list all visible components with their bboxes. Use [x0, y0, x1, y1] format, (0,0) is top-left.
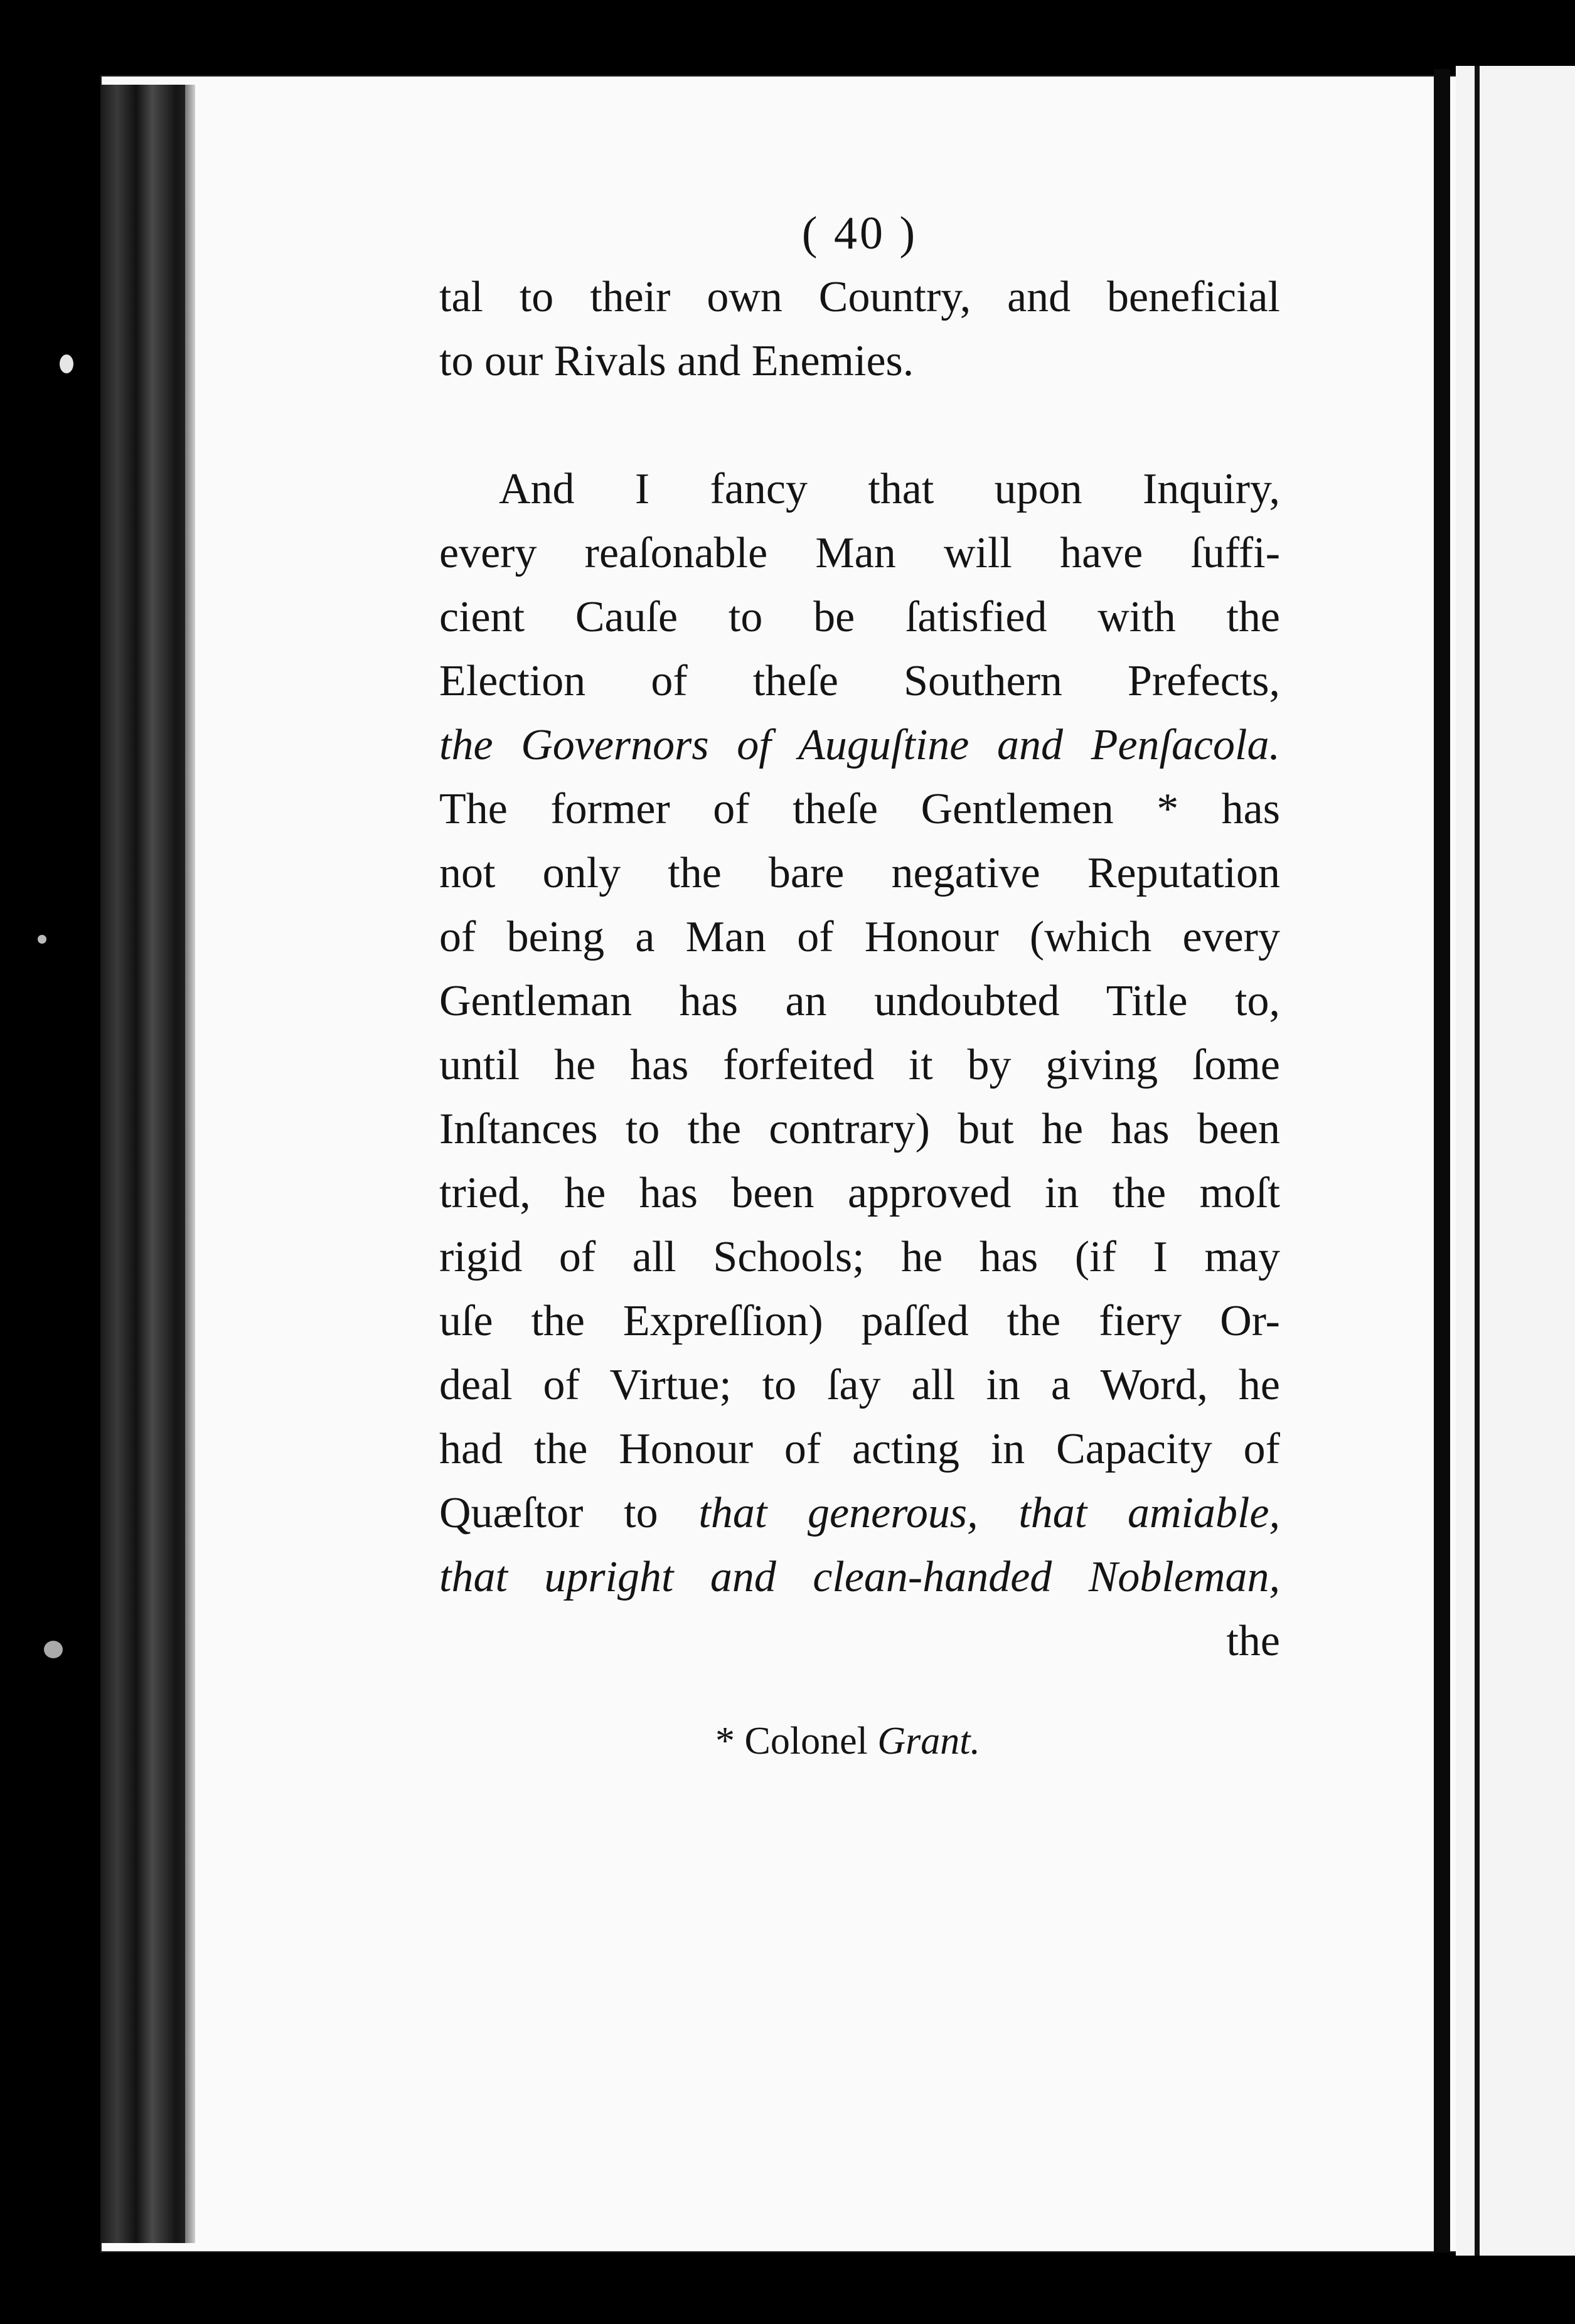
- text-line: tried, he has been approved in the moſt: [439, 1169, 1280, 1217]
- footnote-text: Colonel: [744, 1720, 878, 1762]
- text-span-italic: Nobleman,: [1088, 1553, 1280, 1601]
- dust-speck: [44, 1641, 63, 1658]
- book-binding-edge: [100, 85, 195, 2243]
- text-line: And I fancy that upon Inquiry,: [499, 465, 1280, 513]
- page-text: [439, 207, 1280, 1673]
- text-line: of being a Man of Honour (which every: [439, 913, 1280, 961]
- facing-page-edge: [1456, 66, 1575, 2256]
- text-line: not only the bare negative Reputation: [439, 849, 1280, 897]
- text-line-mixed: [439, 1545, 1280, 1609]
- text-line-italic: the Governors of Auguſtine and Penſacola.: [439, 721, 1280, 769]
- text-line: deal of Virtue; to ſay all in a Word, he: [439, 1361, 1280, 1409]
- dust-speck: [60, 354, 73, 373]
- text-line: to our Rivals and Enemies.: [439, 337, 914, 385]
- facing-page-rule: [1475, 66, 1480, 2256]
- dust-speck: [38, 935, 46, 944]
- page-number: ( 40 ): [801, 208, 918, 259]
- catchword: the: [1226, 1617, 1280, 1665]
- text-line: cient Cauſe to be ſatisfied with the: [439, 593, 1280, 641]
- text-line: Inſtances to the contrary) but he has been: [439, 1105, 1280, 1153]
- footnote: [715, 1719, 980, 1764]
- text-line: every reaſonable Man will have ſuffi-: [439, 529, 1280, 577]
- footnote-marker: *: [715, 1720, 735, 1762]
- text-line: uſe the Expreſſion) paſſed the fiery Or-: [439, 1297, 1280, 1345]
- text-line: until he has forfeited it by giving ſome: [439, 1041, 1280, 1089]
- binding-shadow: [185, 85, 195, 2243]
- text-line: Gentleman has an undoubted Title to,: [439, 977, 1280, 1025]
- text-span-italic: that upright and clean-handed: [439, 1553, 1089, 1601]
- text-span-italic: that generous, that amiable,: [698, 1489, 1280, 1537]
- text-span: Quæſtor to: [439, 1489, 699, 1537]
- text-line-mixed: [439, 1481, 1280, 1545]
- text-line: rigid of all Schools; he has (if I may: [439, 1233, 1280, 1281]
- footnote-italic: Grant.: [877, 1720, 980, 1762]
- text-line: Election of theſe Southern Prefects,: [439, 657, 1280, 705]
- paragraph-gap: [439, 393, 1280, 457]
- text-line: The former of theſe Gentlemen * has: [439, 785, 1280, 833]
- page-gutter-shadow: [1434, 69, 1450, 2252]
- text-line: had the Honour of acting in Capacity of: [439, 1425, 1280, 1473]
- text-line: tal to their own Country, and beneficial: [439, 273, 1280, 321]
